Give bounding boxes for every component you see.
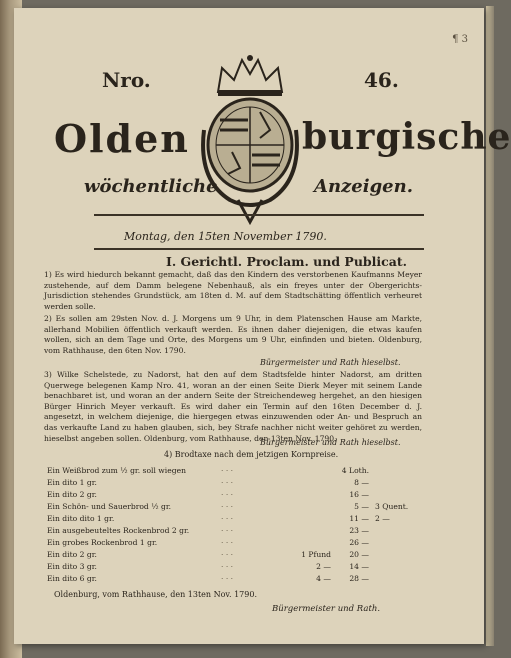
page-edge [486,6,494,646]
price-pfund [284,524,334,536]
price-pfund [284,536,334,548]
price-quentin [372,572,438,584]
issue-label: Nro. [102,68,151,92]
price-loth: 11 — [349,513,369,523]
price-pfund: 1 Pfund [301,549,331,559]
price-item: Ein Schön- und Sauerbrod ½ gr. [47,501,172,511]
price-pfund [284,512,334,524]
price-pfund: 2 — [316,561,331,571]
leader-dots: · · · [221,465,234,475]
notice-paragraph-3: 3) Wilke Schelstede, zu Nadorst, hat den auf dem Stadtsfelde hinter Nadorst, am dritten Querwege belegenen Kamp Nro. 41, woran an der einen Seite Dierk Meyer mit seinem Lande benachbaret ist, und woran an der andern Seite der Streichendeweg hergehet, an den hiesigen Bürger Hinrich Meyer verkauft. Es wird daher ein Termin auf den 16ten December d. J. angesetzt, in welchem diejenige, die hiergegen etwas einzuwenden oder An- und Bespruch an das verkaufte Land zu haben glauben, sich, bey Strafe nachher nicht weiter gehöret zu werden, hieselbst angeben sollen. Oldenburg, vom Rathhause, den 13ten Nov. 1790. [44,370,422,443]
leader-dots: · · · [221,561,234,571]
masthead-subtitle-left: wöchentliche [84,176,218,197]
price-quentin [372,488,438,500]
price-quentin: 3 Quent. [375,501,409,511]
table-row [44,488,438,500]
table-row [44,548,438,560]
notice-signature-3: Bürgermeister und Rath hieselbst. [260,438,401,447]
price-item: Ein dito 2 gr. [47,489,97,499]
issue-number: 46. [364,68,399,92]
corner-mark: ¶ 3 [452,34,468,45]
table-row [44,536,438,548]
price-quentin: 2 — [375,513,390,523]
price-quentin [372,464,438,476]
price-quentin [372,536,438,548]
price-loth: 16 — [349,489,369,499]
price-loth: 20 — [349,549,369,559]
bread-price-table [44,464,438,584]
table-row [44,560,438,572]
leader-dots: · · · [221,501,234,511]
price-pfund: 4 — [316,573,331,583]
leader-dots: · · · [221,489,234,499]
leader-dots: · · · [221,525,234,535]
top-rule [94,214,424,216]
price-item: Ein dito 1 gr. [47,477,97,487]
leader-dots: · · · [221,549,234,559]
price-loth: 28 — [349,573,369,583]
table-row [44,572,438,584]
date-rule [94,248,424,250]
table-row [44,464,438,476]
price-item: Ein ausgebeuteltes Rockenbrod 2 gr. [47,525,190,535]
price-pfund [284,464,334,476]
table-row [44,512,438,524]
price-item: Ein Weißbrod zum ½ gr. soll wiegen [47,465,186,475]
newspaper-page [14,8,511,644]
price-footer: Oldenburg, vom Rathhause, den 13ten Nov. 1790. [54,590,257,599]
price-loth: 8 — [354,477,369,487]
price-quentin [372,560,438,572]
price-loth: 4 Loth. [341,465,369,475]
price-item: Ein dito 6 gr. [47,573,97,583]
price-quentin [372,548,438,560]
price-quentin [372,476,438,488]
notice-paragraph-1: 1) Es wird hiedurch bekannt gemacht, daß das den Kindern des verstorbenen Kaufmanns Meyer zustehende, auf dem Damm belegene Nebenhauß, als ein freyes unter der Obergerichts-Jurisdiction stehendes Grundstück, am 18ten d. M. auf dem Stadtschätting öffentlich verheuret werden solle. [44,270,422,311]
table-row [44,500,438,512]
table-row [44,476,438,488]
masthead-subtitle-right: Anzeigen. [314,176,413,197]
price-item: Ein dito 3 gr. [47,561,97,571]
leader-dots: · · · [221,573,234,583]
price-loth: 14 — [349,561,369,571]
price-loth: 23 — [349,525,369,535]
masthead-title-right: burgische [302,116,511,158]
notice-paragraph-2: 2) Es sollen am 29sten Nov. d. J. Morgens um 9 Uhr, in dem Platenschen Hause am Markte, allerhand Mobilien öffentlich verkauft werden. Es ihnen daher diejenigen, die etwas kaufen wollen, sich an dem Tage und Orte, des Morgens um 9 Uhr, einfinden und bieten. Oldenburg, vom Rathhause, den 6ten Nov. 1790. [44,314,422,355]
price-item: Ein dito 2 gr. [47,549,97,559]
price-pfund [284,476,334,488]
dateline: Montag, den 15ten November 1790. [124,230,327,243]
price-signature: Bürgermeister und Rath. [272,604,381,614]
price-item: Ein dito dito 1 gr. [47,513,115,523]
masthead-title-left: Olden [54,116,190,161]
leader-dots: · · · [221,477,234,487]
price-heading: 4) Brodtaxe nach dem jetzigen Kornpreise. [164,450,339,459]
section-title: I. Gerichtl. Proclam. und Publicat. [166,254,407,269]
leader-dots: · · · [221,537,234,547]
coat-of-arms-icon [190,50,310,225]
price-item: Ein grobes Rockenbrod 1 gr. [47,537,158,547]
price-pfund [284,500,334,512]
table-row [44,524,438,536]
notice-signature-2: Bürgermeister und Rath hieselbst. [260,358,401,367]
price-loth: 5 — [354,501,369,511]
price-quentin [372,524,438,536]
price-loth: 26 — [349,537,369,547]
leader-dots: · · · [221,513,234,523]
price-pfund [284,488,334,500]
